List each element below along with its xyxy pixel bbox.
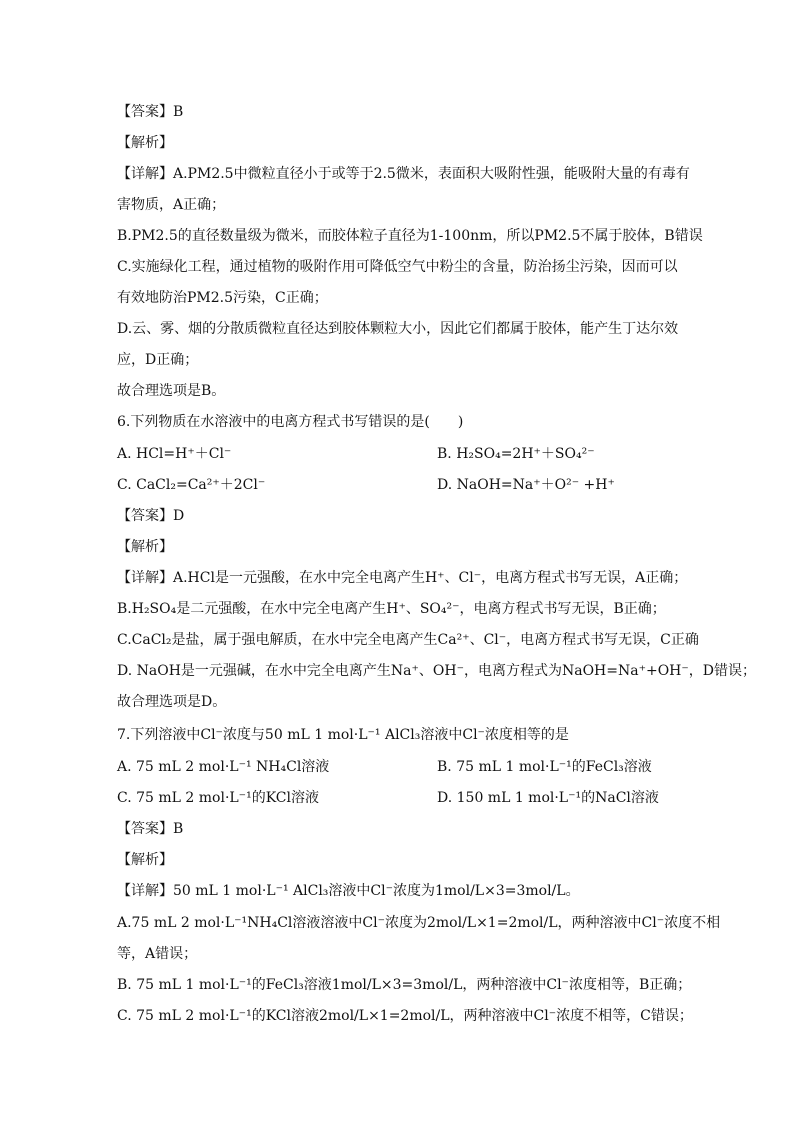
q5-detail-line: 【详解】A.PM2.5中微粒直径小于或等于2.5微米，表面积大吸附性强，能吸附大量的有毒有: [117, 166, 690, 182]
q7-detail-line: B. 75 mL 1 mol·L⁻¹的FeCl₃溶液1mol/L×3=3mol/L，两种溶液中Cl⁻浓度相等，B正确；: [117, 977, 692, 993]
q6-option-a: A. HCl=H⁺＋Cl⁻: [117, 446, 232, 462]
q7-detail-line: A.75 mL 2 mol·L⁻¹NH₄Cl溶液溶液中Cl⁻浓度为2mol/L×1=2mol/L，两种溶液中Cl⁻浓度不相: [117, 915, 721, 931]
q6-option-c: C. CaCl₂=Ca²⁺＋2Cl⁻: [117, 477, 266, 493]
q6-analysis-heading: 【解析】: [117, 539, 173, 555]
q5-conclusion: 故合理选项是B。: [117, 383, 226, 399]
q5-detail-line: 害物质，A正确；: [117, 197, 226, 213]
q5-detail-line: 有效地防治PM2.5污染，C正确；: [117, 290, 328, 306]
q6-detail-line: 【详解】A.HCl是一元强酸，在水中完全电离产生H⁺、Cl⁻，电离方程式书写无误，A正确；: [117, 570, 688, 586]
q6-detail-line: C.CaCl₂是盐，属于强电解质，在水中完全电离产生Ca²⁺、Cl⁻，电离方程式书写无误，C正确: [117, 632, 699, 648]
q6-answer: 【答案】D: [117, 508, 185, 524]
q7-answer: 【答案】B: [117, 821, 184, 837]
q5-answer: 【答案】B: [117, 104, 184, 120]
q6-detail-line: B.H₂SO₄是二元强酸，在水中完全电离产生H⁺、SO₄²⁻，电离方程式书写无误，B正确；: [117, 601, 666, 617]
q5-detail-line: C.实施绿化工程，通过植物的吸附作用可降低空气中粉尘的含量，防治扬尘污染，因而可以: [117, 259, 678, 275]
q7-option-c: C. 75 mL 2 mol·L⁻¹的KCl溶液: [117, 790, 319, 806]
q6-question: 6.下列物质在水溶液中的电离方程式书写错误的是( ): [117, 414, 464, 430]
q5-detail-line: 应，D正确；: [117, 352, 199, 368]
q7-question: 7.下列溶液中Cl⁻浓度与50 mL 1 mol·L⁻¹ AlCl₃溶液中Cl⁻浓度相等的是: [117, 727, 569, 743]
q7-option-a: A. 75 mL 2 mol·L⁻¹ NH₄Cl溶液: [117, 759, 330, 775]
q6-conclusion: 故合理选项是D。: [117, 694, 227, 710]
q5-analysis-heading: 【解析】: [117, 135, 173, 151]
q6-detail-line: D. NaOH是一元强碱，在水中完全电离产生Na⁺、OH⁻，电离方程式为NaOH=Na⁺+OH⁻，D错误；: [117, 663, 757, 679]
q7-detail-line: 【详解】50 mL 1 mol·L⁻¹ AlCl₃溶液中Cl⁻浓度为1mol/L×3=3mol/L。: [117, 883, 580, 899]
q5-detail-line: D.云、雾、烟的分散质微粒直径达到胶体颗粒大小，因此它们都属于胶体，能产生丁达尔效: [117, 321, 679, 337]
q7-option-b: B. 75 mL 1 mol·L⁻¹的FeCl₃溶液: [437, 759, 652, 775]
q6-option-d: D. NaOH=Na⁺＋O²⁻ +H⁺: [437, 477, 615, 493]
q7-option-d: D. 150 mL 1 mol·L⁻¹的NaCl溶液: [437, 790, 659, 806]
q7-analysis-heading: 【解析】: [117, 852, 173, 868]
q5-detail-line: B.PM2.5的直径数量级为微米，而胶体粒子直径为1-100nm，所以PM2.5不属于胶体，B错误: [117, 228, 703, 244]
q7-detail-line: 等，A错误；: [117, 946, 198, 962]
q7-detail-line: C. 75 mL 2 mol·L⁻¹的KCl溶液2mol/L×1=2mol/L，两种溶液中Cl⁻浓度不相等，C错误；: [117, 1008, 693, 1024]
q6-option-b: B. H₂SO₄=2H⁺＋SO₄²⁻: [437, 446, 595, 462]
